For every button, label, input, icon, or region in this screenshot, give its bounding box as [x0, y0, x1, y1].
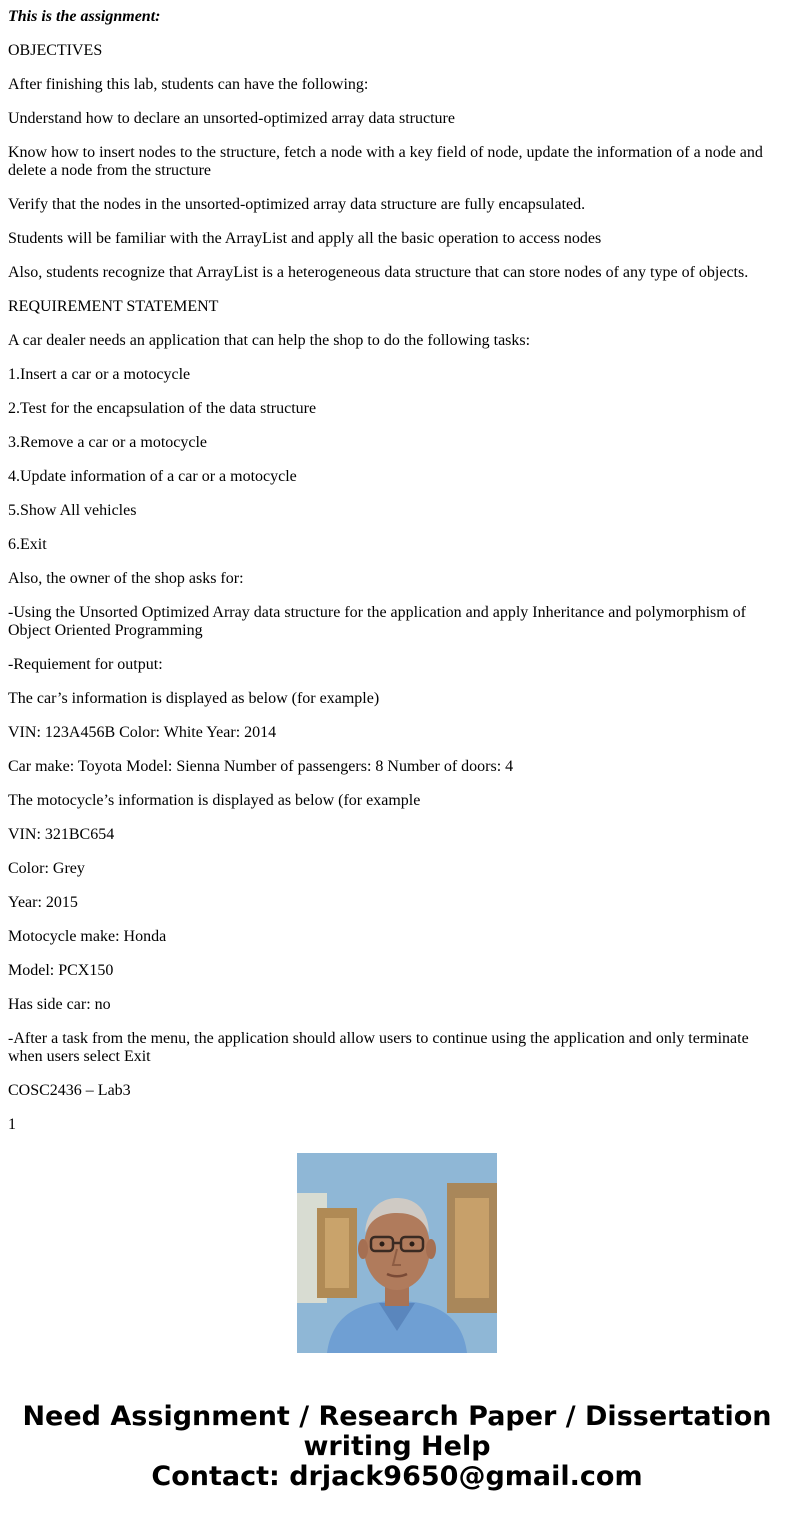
paragraph: Also, students recognize that ArrayList is a heterogeneous data structure that can store nodes of any type of objects.	[8, 264, 749, 281]
promo-contact: Contact: drjack9650@gmail.com	[151, 1461, 643, 1492]
promo-line: writing Help	[303, 1431, 491, 1462]
menu-item-show-all: 5.Show All vehicles	[8, 502, 137, 519]
person-photo-icon	[297, 1153, 497, 1353]
promo-banner	[0, 1402, 794, 1492]
page-number: 1	[8, 1116, 16, 1133]
motocycle-example-line: Motocycle make: Honda	[8, 928, 167, 945]
document-lead: This is the assignment:	[8, 8, 161, 25]
paragraph: Know how to insert nodes to the structure, fetch a node with a key field of node, update the information of a node and delete a node from the structure	[8, 144, 763, 179]
paragraph: -After a task from the menu, the application should allow users to continue using the application and only terminate when users select Exit	[8, 1030, 749, 1065]
motocycle-example-line: Color: Grey	[8, 860, 85, 877]
menu-item-insert: 1.Insert a car or a motocycle	[8, 366, 191, 383]
car-example-line: VIN: 123A456B Color: White Year: 2014	[8, 724, 277, 741]
paragraph: Understand how to declare an unsorted-optimized array data structure	[8, 110, 455, 127]
motocycle-example-line: Has side car: no	[8, 996, 111, 1013]
heading-objectives: OBJECTIVES	[8, 42, 103, 59]
paragraph: -Using the Unsorted Optimized Array data structure for the application and apply Inheritance and polymorphism of Object Oriented Programming	[8, 604, 747, 639]
paragraph: Verify that the nodes in the unsorted-optimized array data structure are fully encapsulated.	[8, 196, 586, 213]
menu-item-exit: 6.Exit	[8, 536, 47, 553]
motocycle-example-line: Model: PCX150	[8, 962, 114, 979]
paragraph: The car’s information is displayed as below (for example)	[8, 690, 380, 707]
promo-line: Need Assignment / Research Paper / Dissertation	[22, 1401, 772, 1432]
paragraph: The motocycle’s information is displayed as below (for example	[8, 792, 421, 809]
paragraph: After finishing this lab, students can have the following:	[8, 76, 369, 93]
heading-requirement-statement: REQUIREMENT STATEMENT	[8, 298, 219, 315]
menu-item-update: 4.Update information of a car or a motocycle	[8, 468, 297, 485]
assignment-document	[8, 0, 778, 1133]
paragraph: A car dealer needs an application that can help the shop to do the following tasks:	[8, 332, 531, 349]
menu-item-remove: 3.Remove a car or a motocycle	[8, 434, 208, 451]
motocycle-example-line: VIN: 321BC654	[8, 826, 115, 843]
car-example-line: Car make: Toyota Model: Sienna Number of passengers: 8 Number of doors: 4	[8, 758, 514, 775]
motocycle-example-line: Year: 2015	[8, 894, 78, 911]
course-label: COSC2436 – Lab3	[8, 1082, 131, 1099]
paragraph: Students will be familiar with the ArrayList and apply all the basic operation to access nodes	[8, 230, 602, 247]
paragraph: Also, the owner of the shop asks for:	[8, 570, 244, 587]
paragraph: -Requiement for output:	[8, 656, 163, 673]
menu-item-test: 2.Test for the encapsulation of the data structure	[8, 400, 317, 417]
